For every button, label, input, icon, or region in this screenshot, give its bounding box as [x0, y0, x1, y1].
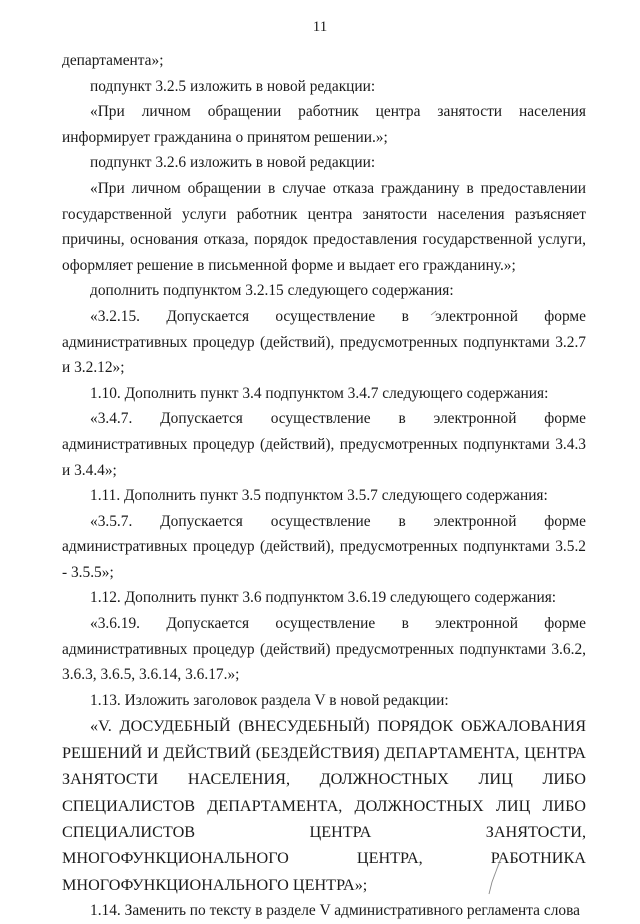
paragraph-add-3-2-15: дополнить подпунктом 3.2.15 следующего содержания:	[90, 282, 454, 300]
page-number: 11	[312, 19, 328, 35]
paragraph-quote-3-6-19: «3.6.19. Допускается осуществление в электронной форме административных процедур (действий) предусмотренных подпунктами 3.6.2, 3.6.3, 3.6.5, 3.6.14, 3.6.17.»;	[62, 615, 586, 684]
paragraph-item-1-14: 1.14. Заменить по тексту в разделе V административного регламента слова	[90, 902, 580, 920]
pen-mark	[486, 856, 504, 896]
paragraph-item-1-10: 1.10. Дополнить пункт 3.4 подпунктом 3.4.7 следующего содержания:	[90, 384, 549, 402]
document-body	[62, 48, 586, 924]
paragraph-item-1-11: 1.11. Дополнить пункт 3.5 подпунктом 3.5.7 следующего содержания:	[90, 487, 548, 505]
paragraph-continuation: департамента»;	[62, 52, 164, 69]
paragraph-subpoint-3-2-6: подпункт 3.2.6 изложить в новой редакции:	[90, 154, 376, 172]
paragraph-item-1-13: 1.13. Изложить заголовок раздела V в новой редакции:	[90, 691, 449, 709]
paragraph-quote-3-4-7: «3.4.7. Допускается осуществление в электронной форме административных процедур (действий), предусмотренных подпунктами 3.4.3 и 3.4.4»;	[62, 410, 586, 479]
scan-speck	[430, 310, 438, 316]
paragraph-section-v-heading: «V. ДОСУДЕБНЫЙ (ВНЕСУДЕБНЫЙ) ПОРЯДОК ОБЖАЛОВАНИЯ РЕШЕНИЙ И ДЕЙСТВИЙ (БЕЗДЕЙСТВИЯ) ДЕПАРТАМЕНТА, ЦЕНТРА ЗАНЯТОСТИ НАСЕЛЕНИЯ, ДОЛЖНОСТНЫХ ЛИЦ ЛИБО СПЕЦИАЛИСТОВ ДЕПАРТАМЕНТА, ДОЛЖНОСТНЫХ ЛИЦ ЛИБО СПЕЦИАЛИСТОВ ЦЕНТРА ЗАНЯТОСТИ, МНОГОФУНКЦИОНАЛЬНОГО ЦЕНТРА, РАБОТНИКА МНОГОФУНКЦИОНАЛЬНОГО ЦЕНТРА»;	[62, 717, 586, 894]
paragraph-item-1-12: 1.12. Дополнить пункт 3.6 подпунктом 3.6.19 следующего содержания:	[90, 589, 557, 607]
paragraph-quote-3-2-5: «При личном обращении работник центра занятости населения информирует гражданина о принятом решении.»;	[62, 103, 586, 146]
paragraph-quote-3-2-6: «При личном обращении в случае отказа гражданину в предоставлении государственной услуги работник центра занятости населения разъясняет причины, основания отказа, порядок предоставления государственной услуги, оформляет решение в письменной форме и выдает его гражданину.»;	[62, 179, 586, 274]
paragraph-quote-3-5-7: «3.5.7. Допускается осуществление в электронной форме административных процедур (действий), предусмотренных подпунктами 3.5.2 - 3.5.5»;	[62, 512, 586, 581]
paragraph-subpoint-3-2-5: подпункт 3.2.5 изложить в новой редакции:	[90, 77, 376, 95]
paragraph-quote-3-2-15: «3.2.15. Допускается осуществление в электронной форме административных процедур (действий), предусмотренных подпунктами 3.2.7 и 3.2.12»;	[62, 307, 586, 377]
